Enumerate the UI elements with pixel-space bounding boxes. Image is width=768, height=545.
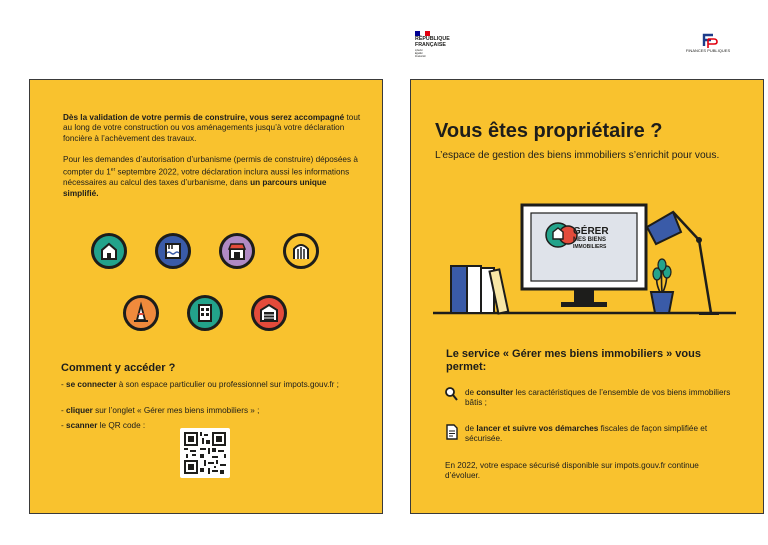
step-scan-bold: scanner	[66, 421, 98, 430]
intro-paragraph	[63, 113, 363, 144]
rf-motto-2: Égalité	[415, 52, 423, 56]
page-subtitle: L’espace de gestion des biens immobiliers s’enrichit pour vous.	[435, 150, 720, 161]
intro-text: tout au long de votre construction ou vos aménagements jusqu’à votre déclaration foncière à l’achèvement des travaux.	[63, 113, 361, 143]
step-click: - cliquer sur l’onglet « Gérer mes biens immobiliers » ;	[61, 406, 260, 415]
rf-line1: RÉPUBLIQUE	[415, 36, 450, 42]
bullet-launch-bold: lancer et suivre vos démarches	[476, 424, 599, 433]
right-panel	[410, 79, 764, 514]
desk-illustration	[411, 80, 763, 340]
step-connect: - se connecter à son espace particulier ou professionnel sur impots.gouv.fr ;	[61, 380, 339, 389]
bullet-launch-text: fiscales de façon simplifiée et sécurisée.	[465, 424, 708, 444]
step-connect-bold: se connecter	[66, 380, 117, 389]
bullet-consult-text: les caractéristiques de l’ensemble de vos biens immobiliers bâtis ;	[465, 388, 731, 408]
urbanism-text-1: Pour les demandes d’autorisation d’urbanisme (permis de construire) déposées à compter du 1	[63, 155, 358, 178]
qr-code[interactable]	[180, 428, 230, 478]
urbanism-text-2: septembre 2022, votre déclaration inclura aussi les informations nécessaires au calcul des taxes d’urbanisme, dans	[63, 168, 350, 188]
magnifier-icon	[444, 386, 458, 402]
intro-bold: Dès la validation de votre permis de construire, vous serez accompagné	[63, 113, 345, 122]
garage-icon	[251, 295, 287, 331]
republique-francaise-logo	[415, 31, 475, 61]
step-scan: - scanner le QR code :	[61, 421, 146, 430]
service-title: Le service « Gérer mes biens immobiliers » vous permet:	[446, 348, 701, 373]
urbanism-paragraph	[63, 155, 363, 199]
finances-publiques-logo	[678, 31, 738, 55]
screen-logo-text	[573, 226, 637, 250]
bullet-consult: de consulter les caractéristiques de l’ensemble de vos biens immobiliers bâtis ;	[465, 388, 731, 408]
bullet-consult-bold: consulter	[476, 388, 514, 397]
gate-icon	[283, 233, 319, 269]
how-to-access-title: Comment y accéder ?	[61, 362, 176, 374]
rf-motto-1: Liberté	[415, 49, 423, 53]
house-icon	[91, 233, 127, 269]
screen-logo-line1: GÉRER	[573, 226, 609, 237]
fp-emblem-icon	[678, 31, 738, 49]
fp-label: FINANCES PUBLIQUES	[685, 48, 731, 53]
step-connect-text: à son espace particulier ou professionnel sur impots.gouv.fr ;	[116, 380, 339, 389]
bullet-launch: de lancer et suivre vos démarches fiscales de façon simplifiée et sécurisée.	[465, 424, 708, 444]
screen-logo-line2: MES BIENS	[573, 237, 607, 243]
pool-icon	[155, 233, 191, 269]
cone-icon	[123, 295, 159, 331]
page-title: Vous êtes propriétaire ?	[435, 120, 663, 142]
left-panel	[29, 79, 383, 514]
shop-icon	[219, 233, 255, 269]
step-click-text: sur l’onglet « Gérer mes biens immobiliers » ;	[92, 406, 260, 415]
step-click-bold: cliquer	[66, 406, 93, 415]
building-icon	[187, 295, 223, 331]
urbanism-sup: er	[110, 167, 116, 174]
document-icon	[445, 424, 459, 440]
step-scan-text: le QR code :	[97, 421, 146, 430]
rf-motto-3: Fraternité	[415, 55, 426, 59]
screen-logo-line3: IMMOBILIERS	[573, 244, 607, 250]
rf-line2: FRANÇAISE	[415, 41, 446, 48]
urbanism-bold: un parcours unique simplifié.	[63, 178, 327, 198]
footer-note: En 2022, votre espace sécurisé disponible sur impots.gouv.fr continue d’évoluer.	[445, 461, 699, 481]
